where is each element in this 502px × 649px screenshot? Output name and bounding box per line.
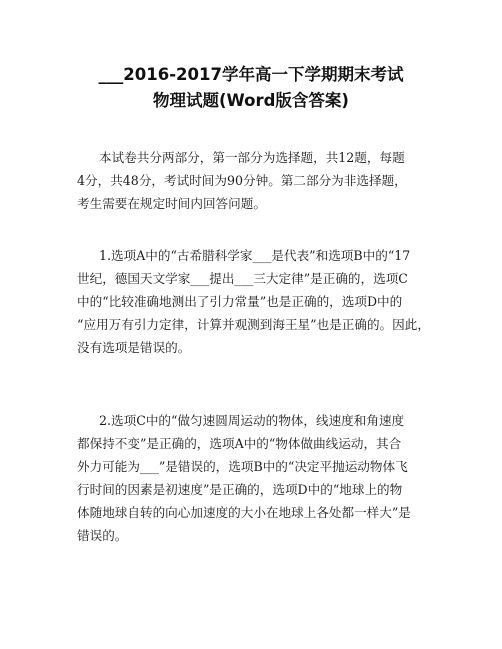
paragraph-2-line: 错误的。 [77, 528, 128, 543]
paragraph-1-line: “应用万有引力定律，计算并观测到海王星”也是正确的。因此， [77, 317, 430, 332]
paragraph-2-line: 2.选项C中的“做匀速圆周运动的物体，线速度和角速度 [99, 413, 405, 428]
paragraph-2-line: 都保持不变”是正确的，选项A中的“物体做曲线运动，其合 [77, 436, 402, 451]
document-title-line-1: ___2016-2017学年高一下学期期末考试 [98, 65, 404, 84]
paragraph-1-line: 没有选项是错误的。 [77, 340, 191, 355]
paragraph-2-line: 体随地球自转的向心加速度的大小在地球上各处都一样大”是 [77, 505, 411, 520]
document-title-line-2: 物理试题(Word版含答案) [153, 91, 349, 110]
intro-line: 本试卷共分两部分，第一部分为选择题，共12题，每题 [99, 150, 405, 165]
paragraph-2-line: 外力可能为___”是错误的，选项B中的“决定平抛运动物体飞 [77, 459, 408, 474]
paragraph-1-line: 1.选项A中的“古希腊科学家___是代表”和选项B中的“17 [99, 248, 411, 263]
intro-line: 考生需要在规定时间内回答问题。 [77, 196, 266, 211]
paragraph-1-line: 世纪，德国天文学家___提出___三大定律”是正确的，选项C [77, 271, 408, 286]
intro-line: 4分，共48分，考试时间为90分钟。第二部分为非选择题， [77, 173, 407, 188]
paragraph-1-line: 中的“比较准确地测出了引力常量”也是正确的，选项D中的 [77, 294, 403, 309]
paragraph-2-line: 行时间的因素是初速度”是正确的，选项D中的“地球上的物 [77, 482, 403, 497]
